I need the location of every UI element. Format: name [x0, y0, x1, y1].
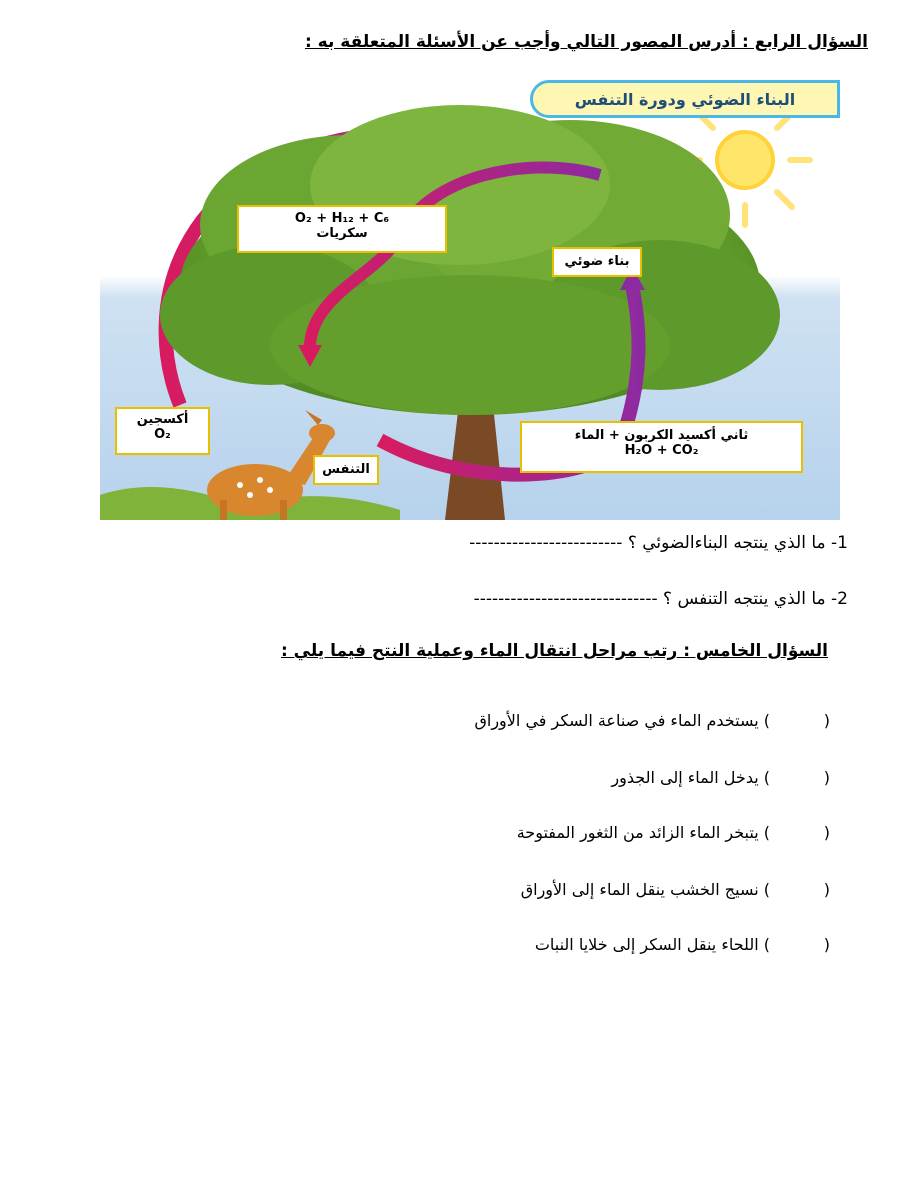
ordering-item: () اللحاء ينقل السكر إلى خلايا النبات	[534, 935, 830, 954]
ordering-item: () يستخدم الماء في صناعة السكر في الأوراق	[474, 711, 830, 730]
sugars-label: سكريات	[316, 225, 368, 241]
ordering-item-text: نسيج الخشب ينقل الماء إلى الأوراق	[520, 880, 759, 899]
oxygen-label: أكسجين	[136, 412, 189, 427]
question-4-heading: السؤال الرابع : أدرس المصور التالي وأجب عن الأسئلة المتعلقة به :	[304, 32, 868, 52]
carbon-dioxide-water-label: ثاني أكسيد الكربون + الماء	[574, 428, 749, 443]
ordering-item-text: يدخل الماء إلى الجذور	[611, 768, 759, 787]
question-4-item-1: 1- ما الذي ينتجه البناءالضوئي ؟ -------------------------	[469, 533, 848, 553]
oxygen-box	[115, 407, 210, 455]
ordering-item-text: يتبخر الماء الزائد من الثغور المفتوحة	[516, 823, 759, 842]
question-4-item-2: 2- ما الذي ينتجه التنفس ؟ ------------------------------	[473, 589, 848, 609]
respiration-box: التنفس	[313, 455, 379, 485]
ordering-item-text: اللحاء ينقل السكر إلى خلايا النبات	[534, 935, 759, 954]
carbon-dioxide-water-formula: H₂O + CO₂	[624, 442, 699, 458]
oxygen-formula: O₂	[154, 426, 171, 442]
ordering-item: () يتبخر الماء الزائد من الثغور المفتوحة	[516, 823, 830, 842]
figure-title: البناء الضوئي ودورة التنفس	[530, 80, 840, 118]
sugars-box	[237, 205, 447, 253]
photosynthesis-figure	[100, 75, 840, 520]
sugars-formula: O₂ + H₁₂ + C₆	[294, 211, 390, 226]
question-5-heading: السؤال الخامس : رتب مراحل انتقال الماء وعملية النتح فيما يلي :	[280, 641, 828, 661]
photosynthesis-box: بناء ضوئي	[552, 247, 642, 277]
ordering-item-text: يستخدم الماء في صناعة السكر في الأوراق	[474, 711, 759, 730]
ordering-item: () يدخل الماء إلى الجذور	[611, 768, 830, 787]
carbon-dioxide-water-box	[520, 421, 803, 473]
ordering-item: () نسيج الخشب ينقل الماء إلى الأوراق	[520, 880, 830, 899]
